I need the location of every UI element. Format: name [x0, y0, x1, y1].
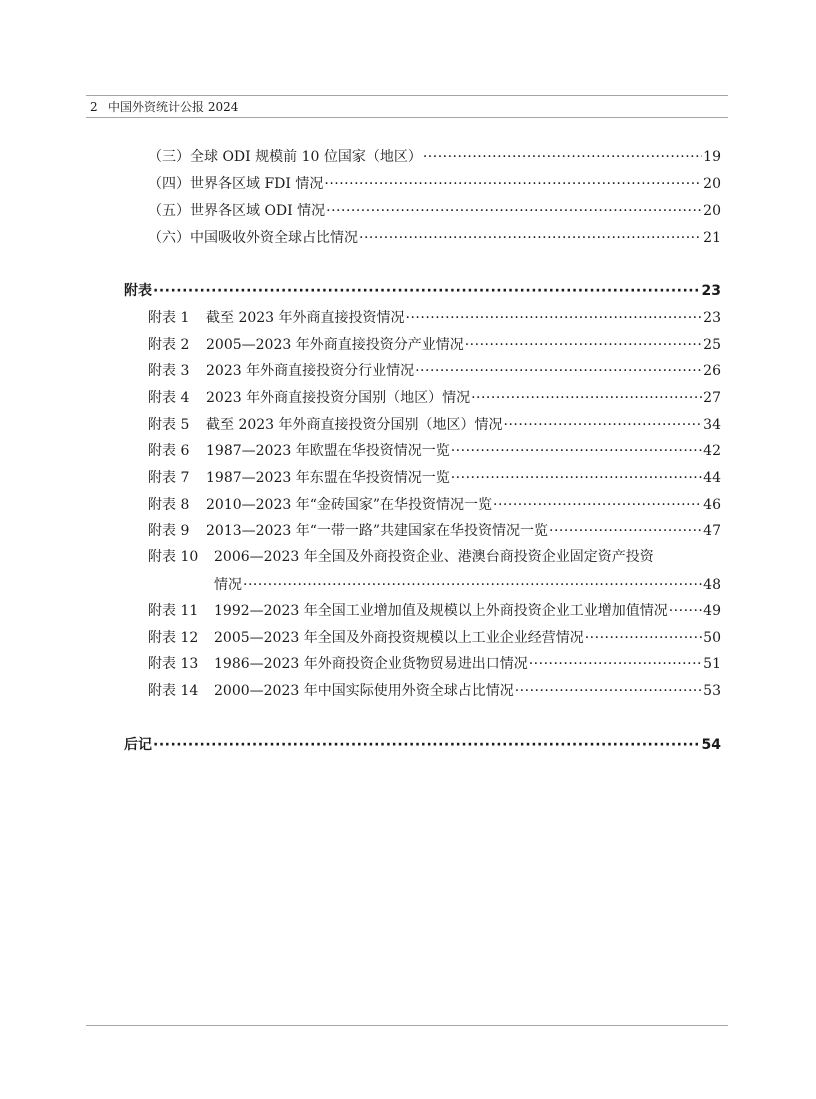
toc-section-appendix[interactable]: [124, 282, 721, 300]
appendix-title: 截至 2023 年外商直接投资情况: [206, 310, 405, 326]
toc-entry[interactable]: [148, 202, 721, 220]
appendix-number: 附表 8: [148, 497, 190, 513]
toc-entry-label: （五）世界各区域 ODI 情况: [148, 203, 326, 219]
appendix-title: 1986—2023 年外商投资企业货物贸易进出口情况: [214, 656, 528, 672]
toc-appendix-entry[interactable]: [148, 309, 721, 327]
dot-leader: [585, 629, 702, 647]
dot-leader: [451, 469, 702, 487]
dot-leader: [471, 389, 702, 407]
appendix-title: 2023 年外商直接投资分国别（地区）情况: [206, 390, 471, 406]
dot-leader: [415, 362, 702, 380]
dot-leader: [465, 336, 702, 354]
toc-entry[interactable]: [148, 229, 721, 247]
appendix-title-continued: 情况: [214, 577, 242, 593]
dot-leader: [515, 682, 702, 700]
toc-entry-label: （三）全球 ODI 规模前 10 位国家（地区）: [148, 149, 422, 165]
toc-entry-page: 47: [703, 523, 721, 539]
toc-entry[interactable]: [148, 175, 721, 193]
toc-appendix-entry[interactable]: [148, 336, 721, 354]
toc-entry-page: 49: [703, 603, 721, 619]
toc-section-afterword[interactable]: [124, 736, 721, 754]
toc-entry[interactable]: [148, 148, 721, 166]
appendix-number: 附表 3: [148, 363, 190, 379]
toc-appendix-entry[interactable]: [148, 416, 721, 434]
toc-section-page: 23: [701, 283, 721, 299]
appendix-number: 附表 13: [148, 656, 199, 672]
toc-appendix-entry[interactable]: [148, 442, 721, 460]
toc-entry-label: （四）世界各区域 FDI 情况: [148, 176, 324, 192]
dot-leader: [406, 309, 703, 327]
toc-entry-page: 27: [703, 390, 721, 406]
appendix-title: 2023 年外商直接投资分行业情况: [206, 363, 415, 379]
appendix-number: 附表 7: [148, 470, 190, 486]
appendix-title: 1987—2023 年欧盟在华投资情况一览: [206, 443, 450, 459]
dot-leader: [504, 416, 703, 434]
toc-entry-page: 50: [703, 630, 721, 646]
appendix-title: 1992—2023 年全国工业增加值及规模以上外商投资企业工业增加值情况: [214, 603, 668, 619]
dot-leader: [153, 282, 701, 300]
appendix-title: 2006—2023 年全国及外商投资企业、港澳台商投资企业固定资产投资: [214, 549, 654, 565]
appendix-number: 附表 1: [148, 310, 190, 326]
dot-leader: [324, 175, 702, 193]
toc-appendix-entry[interactable]: [148, 682, 721, 700]
appendix-title: 2010—2023 年“金砖国家”在华投资情况一览: [206, 497, 493, 513]
toc-section-page: 54: [701, 737, 721, 753]
toc-entry-page: 19: [703, 149, 721, 165]
toc-appendix-entry[interactable]: [148, 602, 721, 620]
toc-entry-page: 46: [703, 497, 721, 513]
toc-appendix-entry-10-line2[interactable]: [214, 576, 721, 594]
toc-entry-page: 26: [703, 363, 721, 379]
appendix-number: 附表 11: [148, 603, 199, 619]
toc-entry-page: 44: [703, 470, 721, 486]
header-title: 中国外资统计公报 2024: [108, 100, 239, 114]
toc-entry-label: （六）中国吸收外资全球占比情况: [148, 230, 358, 246]
dot-leader: [326, 202, 702, 220]
dot-leader: [359, 229, 702, 247]
appendix-number: 附表 12: [148, 630, 199, 646]
toc-entry-page: 20: [703, 203, 721, 219]
appendix-number: 附表 2: [148, 337, 190, 353]
toc-entry-page: 25: [703, 337, 721, 353]
appendix-title: 2005—2023 年全国及外商投资规模以上工业企业经营情况: [214, 630, 584, 646]
dot-leader: [243, 576, 702, 594]
dot-leader: [423, 148, 702, 166]
toc-entry-page: 53: [703, 683, 721, 699]
toc-entry-page: 42: [703, 443, 721, 459]
dot-leader: [529, 655, 702, 673]
appendix-number: 附表 9: [148, 523, 190, 539]
dot-leader: [493, 496, 702, 514]
toc-section-label: 附表: [124, 283, 152, 299]
header-page-number: 2: [90, 100, 98, 114]
toc-appendix-entry[interactable]: [148, 522, 721, 540]
toc-entry-page: 23: [703, 310, 721, 326]
toc-appendix-entry-10-line1[interactable]: [148, 548, 654, 566]
appendix-title: 2013—2023 年“一带一路”共建国家在华投资情况一览: [206, 523, 549, 539]
appendix-title: 2005—2023 年外商直接投资分产业情况: [206, 337, 464, 353]
toc-appendix-entry[interactable]: [148, 655, 721, 673]
toc-entry-page: 48: [703, 577, 721, 593]
toc-appendix-entry[interactable]: [148, 469, 721, 487]
dot-leader: [451, 442, 702, 460]
appendix-title: 截至 2023 年外商直接投资分国别（地区）情况: [206, 417, 503, 433]
toc-entry-page: 51: [703, 656, 721, 672]
toc-entry-page: 21: [703, 230, 721, 246]
appendix-number: 附表 4: [148, 390, 190, 406]
appendix-number: 附表 10: [148, 549, 199, 565]
toc-entry-page: 20: [703, 176, 721, 192]
footer-rule: [86, 1025, 728, 1026]
toc-appendix-entry[interactable]: [148, 362, 721, 380]
toc-section-label: 后记: [124, 737, 152, 753]
appendix-number: 附表 14: [148, 683, 199, 699]
toc-appendix-entry[interactable]: [148, 629, 721, 647]
appendix-title: 2000—2023 年中国实际使用外资全球占比情况: [214, 683, 514, 699]
toc-appendix-entry[interactable]: [148, 496, 721, 514]
running-header: [86, 95, 728, 118]
appendix-number: 附表 5: [148, 417, 190, 433]
appendix-number: 附表 6: [148, 443, 190, 459]
dot-leader: [153, 736, 701, 754]
dot-leader: [549, 522, 702, 540]
appendix-title: 1987—2023 年东盟在华投资情况一览: [206, 470, 450, 486]
toc-entry-page: 34: [703, 417, 721, 433]
toc-appendix-entry[interactable]: [148, 389, 721, 407]
dot-leader: [669, 602, 702, 620]
